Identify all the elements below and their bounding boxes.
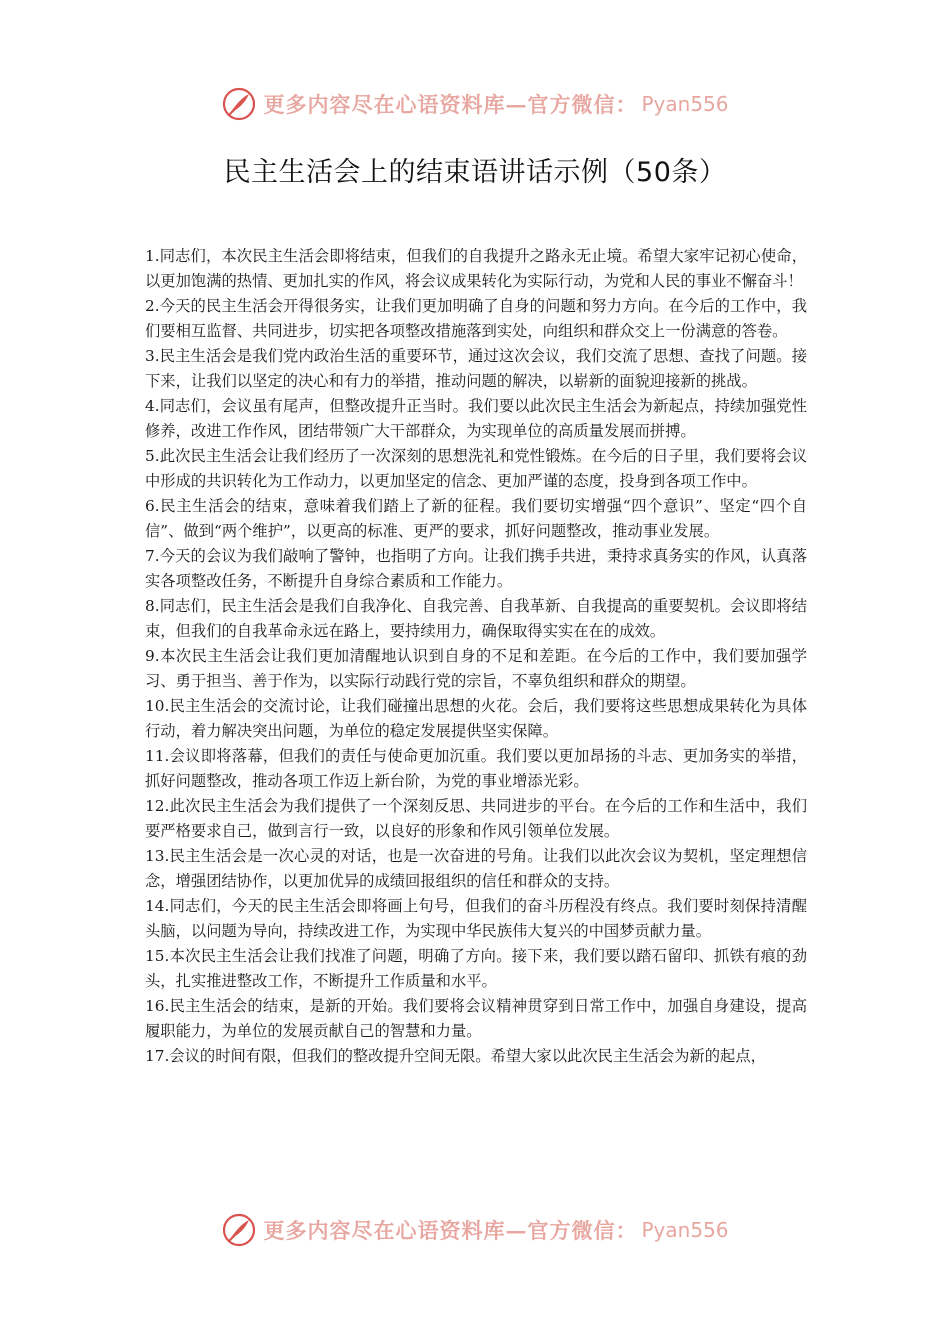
watermark-handle: Pyan556 [641,92,729,116]
paragraph-3: 3.民主生活会是我们党内政治生活的重要环节，通过这次会议，我们交流了思想、查找了问题。接下来，让我们以坚定的决心和有力的举措，推动问题的解决，以崭新的面貌迎接新的挑战。 [145,347,807,390]
watermark-handle: Pyan556 [641,1218,729,1242]
paragraph-11: 11.会议即将落幕，但我们的责任与使命更加沉重。我们要以更加昂扬的斗志、更加务实的举措，抓好问题整改，推动各项工作迈上新台阶，为党的事业增添光彩。 [145,747,807,790]
watermark-text: 更多内容尽在心语资料库—官方微信： [263,1218,638,1243]
document-body-viewport [140,244,820,1190]
paragraph-12: 12.此次民主生活会为我们提供了一个深刻反思、共同进步的平台。在今后的工作和生活中，我们要严格要求自己，做到言行一致，以良好的形象和作风引领单位发展。 [145,797,807,840]
paragraph-14: 14.同志们，今天的民主生活会即将画上句号，但我们的奋斗历程没有终点。我们要时刻保持清醒头脑，以问题为导向，持续改进工作，为实现中华民族伟大复兴的中国梦贡献力量。 [145,897,807,940]
feather-pen-logo-icon [221,1212,257,1248]
paragraph-5: 5.此次民主生活会让我们经历了一次深刻的思想洗礼和党性锻炼。在今后的日子里，我们要将会议中形成的共识转化为工作动力，以更加坚定的信念、更加严谨的态度，投身到各项工作中。 [145,447,807,490]
document-body [145,244,807,1069]
paragraph-17: 17.会议的时间有限，但我们的整改提升空间无限。希望大家以此次民主生活会为新的起点， [145,1047,766,1065]
paragraph-9: 9.本次民主生活会让我们更加清醒地认识到自身的不足和差距。在今后的工作中，我们要加强学习、勇于担当、善于作为，以实际行动践行党的宗旨，不辜负组织和群众的期望。 [145,647,807,690]
paragraph-16: 16.民主生活会的结束，是新的开始。我们要将会议精神贯穿到日常工作中，加强自身建设，提高履职能力，为单位的发展贡献自己的智慧和力量。 [145,997,807,1040]
paragraph-10: 10.民主生活会的交流讨论，让我们碰撞出思想的火花。会后，我们要将这些思想成果转化为具体行动，着力解决突出问题，为单位的稳定发展提供坚实保障。 [145,697,807,740]
paragraph-13: 13.民主生活会是一次心灵的对话，也是一次奋进的号角。让我们以此次会议为契机，坚定理想信念，增强团结协作，以更加优异的成绩回报组织的信任和群众的支持。 [145,847,807,890]
paragraph-15: 15.本次民主生活会让我们找准了问题，明确了方向。接下来，我们要以踏石留印、抓铁有痕的劲头，扎实推进整改工作，不断提升工作质量和水平。 [145,947,807,990]
paragraph-2: 2.今天的民主生活会开得很务实，让我们更加明确了自身的问题和努力方向。在今后的工作中，我们要相互监督、共同进步，切实把各项整改措施落到实处，向组织和群众交上一份满意的答卷。 [145,297,807,340]
feather-pen-logo-icon [221,86,257,122]
paragraph-1: 1.同志们，本次民主生活会即将结束，但我们的自我提升之路永无止境。希望大家牢记初心使命，以更加饱满的热情、更加扎实的作风，将会议成果转化为实际行动，为党和人民的事业不懈奋斗！ [145,247,807,290]
paragraph-4: 4.同志们，会议虽有尾声，但整改提升正当时。我们要以此次民主生活会为新起点，持续加强党性修养，改进工作作风，团结带领广大干部群众，为实现单位的高质量发展而拼搏。 [145,397,807,440]
paragraph-8: 8.同志们，民主生活会是我们自我净化、自我完善、自我革新、自我提高的重要契机。会议即将结束，但我们的自我革命永远在路上，要持续用力，确保取得实实在在的成效。 [145,597,807,640]
paragraph-7: 7.今天的会议为我们敲响了警钟，也指明了方向。让我们携手共进，秉持求真务实的作风，认真落实各项整改任务，不断提升自身综合素质和工作能力。 [145,547,807,590]
header-watermark-banner [0,84,950,124]
watermark-text: 更多内容尽在心语资料库—官方微信： [263,92,638,117]
document-title: 民主生活会上的结束语讲话示例（50条） [223,157,727,188]
footer-watermark-banner [0,1210,950,1250]
paragraph-6: 6.民主生活会的结束，意味着我们踏上了新的征程。我们要切实增强“四个意识”、坚定“四个自信”、做到“两个维护”，以更高的标准、更严的要求，抓好问题整改，推动事业发展。 [145,497,807,540]
